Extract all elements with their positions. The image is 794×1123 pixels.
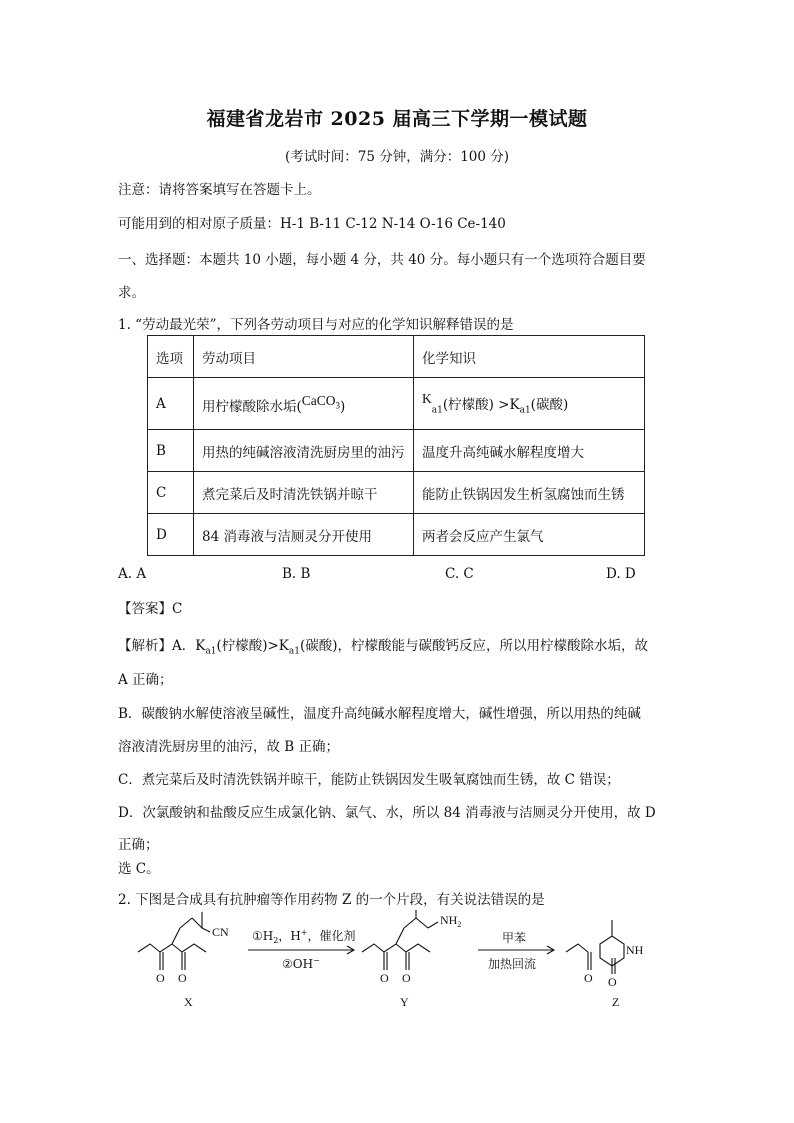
nh-label: NH (626, 943, 644, 957)
table-row (148, 514, 645, 556)
table-cell-option: C (148, 472, 194, 514)
table-header-cell: 劳动项目 (194, 336, 414, 378)
table-cell-knowledge (414, 378, 645, 430)
choice-d: D. D (606, 566, 636, 582)
answer-label: 【答案】C (118, 601, 183, 617)
cn-label: CN (212, 925, 229, 939)
analysis-text: 【解析】A．K (118, 638, 206, 654)
section-heading-line1: 一、选择题：本题共 10 小题，每小题 4 分，共 40 分。每小题只有一个选项符合题目要 (118, 252, 646, 268)
arrow1-top-sub: 2 (273, 936, 279, 945)
arrow1-top-rest: ，H (278, 929, 301, 943)
analysis-a-line1 (118, 634, 648, 657)
label-x: X (184, 995, 193, 1009)
labor-text: 用柠檬酸除水垢( (202, 398, 302, 415)
oxygen-label: O (584, 971, 593, 985)
label-y: Y (400, 995, 409, 1009)
analysis-d-line1: D．次氯酸钠和盐酸反应生成氯化钠、氯气、水，所以 84 消毒液与洁厕灵分开使用，故 D (118, 805, 656, 821)
table-cell-knowledge: 能防止铁锅因发生析氢腐蚀而生锈 (414, 472, 645, 514)
chem-formula (301, 392, 341, 411)
table-row (148, 472, 645, 514)
arrow1-bottom-sup: − (313, 956, 320, 965)
analysis-a-line2: A 正确； (118, 672, 173, 688)
table-cell-labor: 煮完菜后及时清洗铁锅并晾干 (194, 472, 414, 514)
oxygen-label: O (156, 971, 165, 985)
arrow2-bottom: 加热回流 (488, 957, 537, 971)
table-row (148, 430, 645, 472)
q1-options-table (147, 335, 645, 556)
atomic-masses: 可能用到的相对原子质量：H-1 B-11 C-12 N-14 O-16 Ce-140 (118, 216, 506, 232)
formula-sub: 3 (335, 400, 341, 411)
analysis-conclusion: 选 C。 (118, 861, 160, 877)
amine-label (440, 913, 461, 929)
ka-sub: a1 (205, 646, 217, 657)
arrow2-top: 甲苯 (502, 931, 527, 945)
arrow1-top-sup: + (300, 928, 308, 937)
amine-sub: 2 (457, 920, 462, 929)
q1-stem: 1. “劳动最光荣”，下列各劳动项目与对应的化学知识解释错误的是 (118, 317, 514, 333)
amine-text: NH (440, 913, 458, 927)
arrow1-top (252, 928, 356, 945)
arrow1-bottom-text: ②OH (282, 957, 314, 971)
table-header-row (148, 336, 645, 378)
ka-sub: a1 (431, 405, 443, 416)
analysis-b-line2: 溶液清洗厨房里的油污，故 B 正确； (118, 739, 340, 755)
table-cell-option: B (148, 430, 194, 472)
arrow-1 (248, 946, 354, 954)
analysis-d-line2: 正确； (118, 837, 159, 853)
table-cell-option: A (148, 378, 194, 430)
choice-c: C. C (445, 566, 474, 582)
arrow1-top-end: ，催化剂 (307, 929, 356, 943)
label-z: Z (612, 995, 620, 1009)
oxygen-label: O (380, 971, 389, 985)
knowledge-mid: (柠檬酸) >K (442, 397, 520, 414)
arrow-2 (478, 946, 554, 954)
oxygen-label: O (402, 971, 411, 985)
ka-sub: a1 (288, 646, 300, 657)
page-title: 福建省龙岩市 2025 届高三下学期一模试题 (206, 108, 588, 130)
formula-main: CaCO (301, 392, 336, 408)
oxygen-label: O (608, 975, 617, 989)
table-row (148, 378, 645, 430)
exam-duration: (考试时间：75 分钟，满分：100 分) (284, 149, 510, 165)
table-header-cell: 化学知识 (414, 336, 645, 378)
knowledge-end: (碳酸) (530, 397, 569, 414)
table-cell-knowledge: 两者会反应产生氯气 (414, 514, 645, 556)
molecule-x (138, 912, 210, 970)
analysis-b-line1: B．碳酸钠水解使溶液呈碱性，温度升高纯碱水解程度增大，碱性增强，所以用热的纯碱 (118, 706, 641, 722)
ka-sub: a1 (519, 405, 531, 416)
q2-stem: 2. 下图是合成具有抗肿瘤等作用药物 Z 的一个片段，有关说法错误的是 (118, 892, 545, 908)
choice-a: A. A (118, 566, 147, 582)
arrow1-top-text: ①H (252, 929, 274, 943)
table-cell-option: D (148, 514, 194, 556)
ka-symbol: K (422, 391, 432, 407)
table-cell-labor: 84 消毒液与洁厕灵分开使用 (194, 514, 414, 556)
analysis-c: C．煮完菜后及时清洗铁锅并晾干，能防止铁锅因发生吸氧腐蚀而生锈，故 C 错误； (118, 772, 620, 788)
table-header-cell: 选项 (148, 336, 194, 378)
table-cell-labor (194, 378, 414, 430)
reaction-scheme (130, 910, 690, 1020)
molecule-y (362, 910, 438, 970)
oxygen-label: O (178, 971, 187, 985)
arrow1-bottom (282, 956, 320, 971)
molecule-z (566, 920, 624, 974)
table-cell-knowledge: 温度升高纯碱水解程度增大 (414, 430, 645, 472)
labor-end: ) (340, 398, 346, 415)
section-heading-line2: 求。 (118, 285, 145, 301)
analysis-text: (柠檬酸)>K (216, 638, 289, 654)
analysis-text: (碳酸)，柠檬酸能与碳酸钙反应，所以用柠檬酸除水垢，故 (299, 638, 649, 654)
choice-b: B. B (282, 566, 311, 582)
notice-text: 注意：请将答案填写在答题卡上。 (118, 182, 321, 198)
table-cell-labor: 用热的纯碱溶液清洗厨房里的油污 (194, 430, 414, 472)
